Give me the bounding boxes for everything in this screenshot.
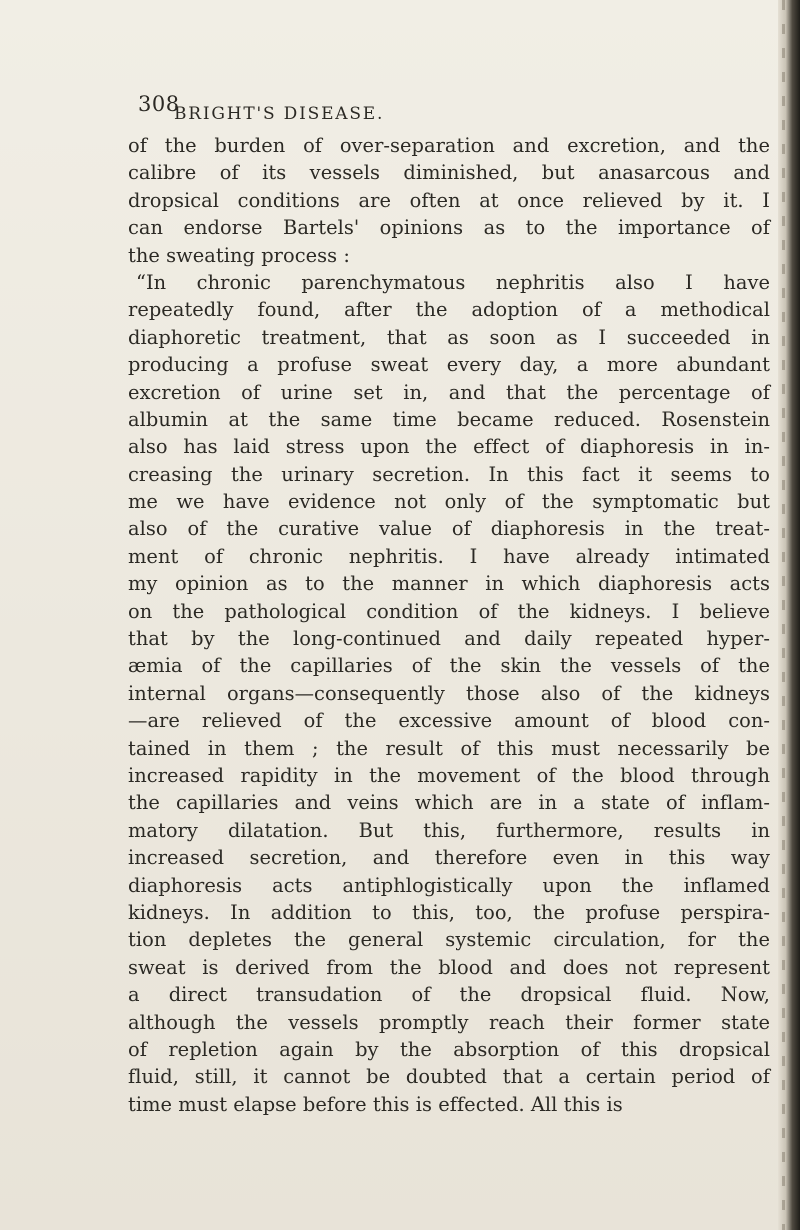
- text-line: dropsical conditions are often at once relieved by it. I: [128, 188, 770, 212]
- body-text: [128, 132, 770, 1118]
- text-line: creasing the urinary secretion. In this fact it seems to: [128, 462, 770, 486]
- text-line: ment of chronic nephritis. I have already intimated: [128, 544, 770, 568]
- text-line: diaphoresis acts antiphlogistically upon the inflamed: [128, 873, 770, 897]
- text-line: matory dilatation. But this, furthermore, results in: [128, 818, 770, 842]
- text-line: fluid, still, it cannot be doubted that a certain period of: [128, 1065, 770, 1089]
- text-line: a direct transudation of the dropsical fluid. Now,: [128, 983, 770, 1007]
- text-line: —are relieved of the excessive amount of blood con-: [128, 709, 770, 733]
- text-line: æmia of the capillaries of the skin the vessels of the: [128, 654, 770, 678]
- text-line: that by the long-continued and daily repeated hyper-: [128, 627, 770, 651]
- text-line: of the burden of over-separation and excretion, and the: [128, 134, 770, 157]
- text-line: also has laid stress upon the effect of diaphoresis in in-: [128, 435, 770, 459]
- text-line: me we have evidence not only of the symptomatic but: [128, 490, 770, 514]
- text-line: internal organs—consequently those also of the kidneys: [128, 681, 770, 705]
- text-line: the capillaries and veins which are in a state of inflam-: [128, 791, 770, 815]
- text-line: kidneys. In addition to this, too, the profuse perspira-: [128, 900, 770, 924]
- text-line: increased secretion, and therefore even in this way: [128, 846, 770, 870]
- text-line: increased rapidity in the movement of the blood through: [128, 763, 770, 787]
- page-edge-shadow: [778, 0, 800, 1230]
- running-head: BRIGHT'S DISEASE.: [174, 104, 385, 124]
- text-line: diaphoretic treatment, that as soon as I succeeded in: [128, 325, 770, 349]
- text-line: calibre of its vessels diminished, but anasarcous and: [128, 161, 770, 185]
- text-line: producing a profuse sweat every day, a more abundant: [128, 353, 770, 377]
- text-line: excretion of urine set in, and that the percentage of: [128, 380, 770, 404]
- text-line: time must elapse before this is effected. All this is: [128, 1092, 623, 1116]
- text-line: also of the curative value of diaphoresis in the treat-: [128, 517, 770, 541]
- text-line: tained in them ; the result of this must necessarily be: [128, 736, 770, 760]
- text-line: although the vessels promptly reach their former state: [128, 1010, 770, 1034]
- text-line: sweat is derived from the blood and does not represent: [128, 955, 770, 979]
- text-line: can endorse Bartels' opinions as to the importance of: [128, 216, 770, 240]
- text-line: tion depletes the general systemic circulation, for the: [128, 928, 770, 952]
- text-line: my opinion as to the manner in which diaphoresis acts: [128, 572, 770, 596]
- text-line: albumin at the same time became reduced. Rosenstein: [128, 407, 770, 431]
- page-number: 308: [138, 92, 180, 116]
- text-line: repeatedly found, after the adoption of a methodical: [128, 298, 770, 322]
- text-line: on the pathological condition of the kidneys. I believe: [128, 599, 770, 623]
- text-line: of repletion again by the absorption of this dropsical: [128, 1037, 770, 1061]
- text-line: “In chronic parenchymatous nephritis also I have: [136, 270, 770, 294]
- text-line: the sweating process :: [128, 243, 350, 267]
